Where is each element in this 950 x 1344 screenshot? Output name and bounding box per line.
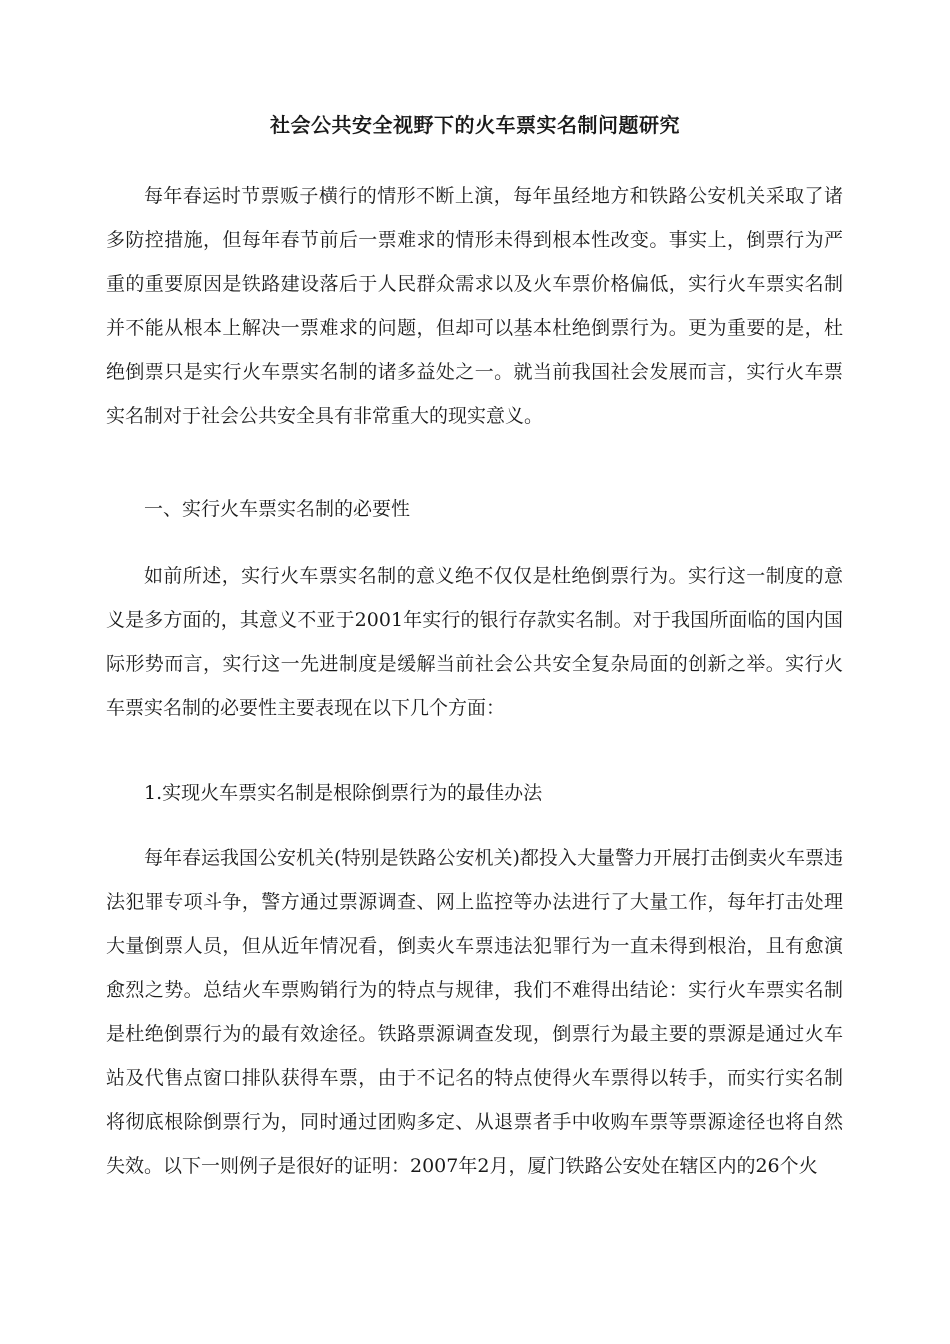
paragraph-intro: 每年春运时节票贩子横行的情形不断上演，每年虽经地方和铁路公安机关采取了诸多防控措施，但每年春节前后一票难求的情形未得到根本性改变。事实上，倒票行为严重的重要原因是铁路建设落后于人民群众需求以及火车票价格偏低，实行火车票实名制并不能从根本上解决一票难求的问题，但却可以基本杜绝倒票行为。更为重要的是，杜绝倒票只是实行火车票实名制的诸多益处之一。就当前我国社会发展而言，实行火车票实名制对于社会公共安全具有非常重大的现实意义。: [106, 185, 843, 427]
section-heading-1: 一、实行火车票实名制的必要性: [144, 498, 411, 520]
paragraph-necessity: 如前所述，实行火车票实名制的意义绝不仅仅是杜绝倒票行为。实行这一制度的意义是多方面的，其意义不亚于2001年实行的银行存款实名制。对于我国所面临的国内国际形势而言，实行这一先进制度是缓解当前社会公共安全复杂局面的创新之举。实行火车票实名制的必要性主要表现在以下几个方面：: [106, 565, 843, 719]
paragraph-anti-scalping: 每年春运我国公安机关(特别是铁路公安机关)都投入大量警力开展打击倒卖火车票违法犯罪专项斗争，警方通过票源调查、网上监控等办法进行了大量工作，每年打击处理大量倒票人员，但从近年情况看，倒卖火车票违法犯罪行为一直未得到根治，且有愈演愈烈之势。总结火车票购销行为的特点与规律，我们不难得出结论：实行火车票实名制是杜绝倒票行为的最有效途径。铁路票源调查发现，倒票行为最主要的票源是通过火车站及代售点窗口排队获得车票，由于不记名的特点使得火车票得以转手，而实行实名制将彻底根除倒票行为，同时通过团购多定、从退票者手中收购车票等票源途径也将自然失效。以下一则例子是很好的证明：2007年2月，厦门铁路公安处在辖区内的26个火: [106, 847, 843, 1177]
document-title: 社会公共安全视野下的火车票实名制问题研究: [270, 113, 680, 137]
subsection-heading-1: 1.实现火车票实名制是根除倒票行为的最佳办法: [144, 782, 543, 804]
